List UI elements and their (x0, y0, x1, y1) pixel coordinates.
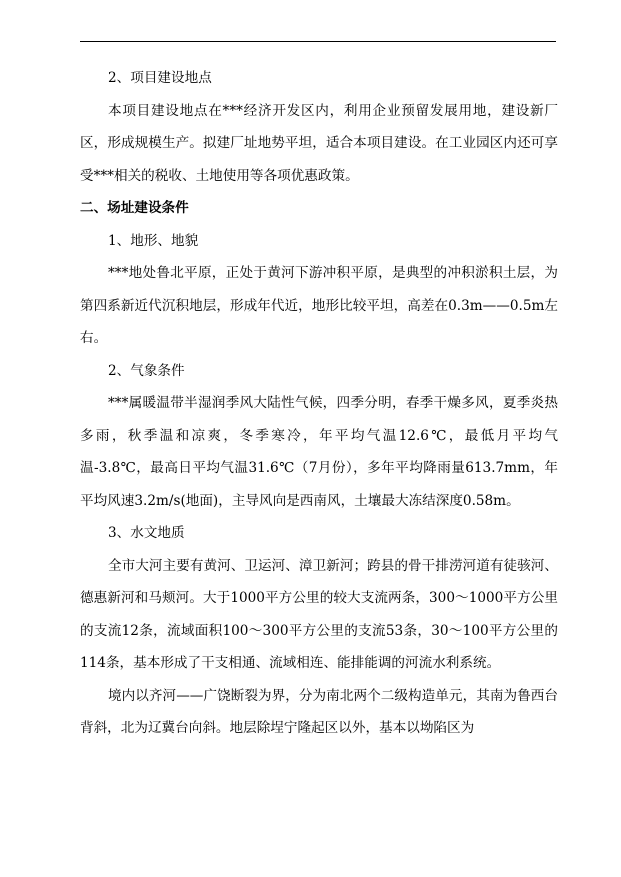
section-title-terrain: 1、地形、地貌 (108, 232, 199, 249)
paragraph-location: 本项目建设地点在***经济开发区内，利用企业预留发展用地，建设新厂区，形成规模生产。拟建厂址地势平坦，适合本项目建设。在工业园区内还可享受***相关的税收、土地使用等各项优惠政策。 (80, 102, 558, 184)
chapter-title-site-conditions: 二、场址建设条件 (80, 200, 189, 216)
document-body (80, 62, 558, 745)
section-title-climate: 2、气象条件 (108, 362, 185, 379)
paragraph-hydrology: 全市大河主要有黄河、卫运河、漳卫新河；跨县的骨干排涝河道有徒骇河、德惠新河和马颊河。大于1000平方公里的较大支流两条，300～1000平方公里的支流12条，流域面积100～300平方公里的支流53条，30～100平方公里的114条，基本形成了干支相通、流域相连、能排能调的河流水利系统。 (80, 557, 558, 671)
header-rule (80, 41, 556, 42)
paragraph-geology: 境内以齐河——广饶断裂为界，分为南北两个二级构造单元，其南为鲁西台背斜，北为辽冀台向斜。地层除埕宁隆起区以外，基本以坳陷区为 (80, 687, 558, 736)
section-title-location: 2、项目建设地点 (108, 70, 212, 86)
paragraph-terrain: ***地处鲁北平原，正处于黄河下游冲积平原，是典型的冲积淤积土层，为第四系新近代沉积地层，形成年代近，地形比较平坦，高差在0.3m——0.5m左右。 (80, 265, 558, 346)
paragraph-climate: ***属暖温带半湿润季风大陆性气候，四季分明，春季干燥多风，夏季炎热多雨，秋季温和凉爽，冬季寒冷，年平均气温12.6℃，最低月平均气温-3.8℃，最高日平均气温31.6℃（7月份），多年平均降雨量613.7mm，年平均风速3.2m/s(地面)，主导风向是西南风，土壤最大冻结深度0.58m。 (80, 395, 558, 509)
section-title-hydrology: 3、水文地质 (108, 525, 185, 541)
